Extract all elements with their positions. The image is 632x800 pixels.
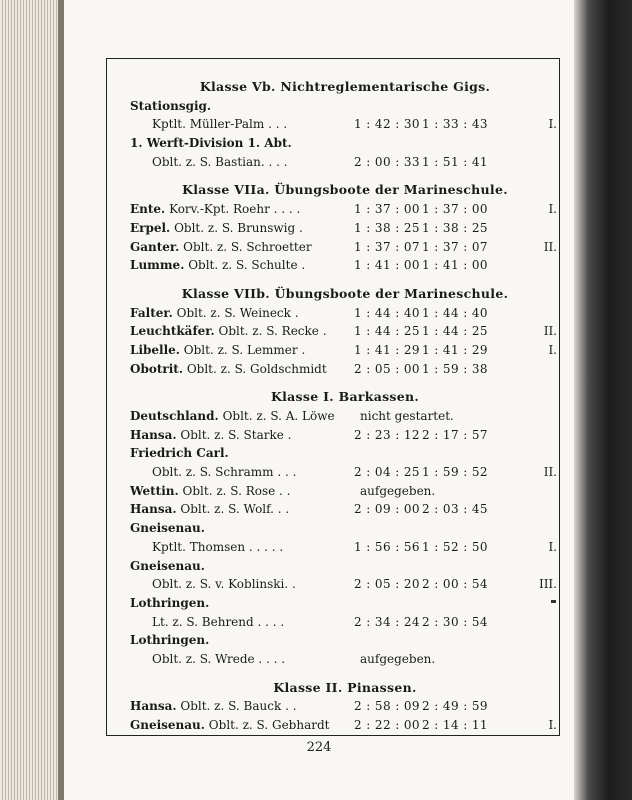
skipper-name: Oblt. z. S. Brunswig . <box>174 220 303 235</box>
boat-header-row <box>130 97 560 116</box>
elapsed-time: 2 : 09 : 00 <box>354 502 420 517</box>
corrected-time: 2 : 30 : 54 <box>422 614 488 629</box>
elapsed-time: 1 : 44 : 40 <box>354 305 420 320</box>
entry-label <box>130 341 305 360</box>
skipper-name: Oblt. z. S. Wrede . . . . <box>152 651 286 666</box>
entry-label <box>130 360 327 379</box>
boat-header-row <box>130 519 560 538</box>
corrected-time: 2 : 14 : 11 <box>422 718 488 732</box>
result-row <box>130 538 560 557</box>
boat-name: Deutschland. <box>130 409 219 423</box>
result-row <box>130 716 560 735</box>
boat-name: Stationsgig. <box>130 98 212 113</box>
book-binding-right <box>574 0 632 800</box>
boat-name: Gneisenau. <box>130 558 205 573</box>
skipper-name: Korv.-Kpt. Roehr . . . . <box>169 202 301 217</box>
skipper-name: Oblt. z. S. Weineck . <box>176 305 299 320</box>
result-row <box>130 304 560 323</box>
entry-label <box>130 557 205 576</box>
corrected-time: 1 : 44 : 40 <box>422 305 488 320</box>
skipper-name: Oblt. z. S. Schroetter <box>183 239 312 254</box>
placing: I. <box>548 718 557 732</box>
corrected-time: 1 : 41 : 29 <box>422 342 488 357</box>
page-number: 224 <box>306 740 332 755</box>
corrected-time: 2 : 03 : 45 <box>422 502 488 517</box>
elapsed-time: 2 : 58 : 09 <box>354 699 420 714</box>
section-spacer <box>130 378 560 388</box>
result-row <box>130 200 560 219</box>
entry-label <box>130 519 205 538</box>
elapsed-time: 1 : 41 : 00 <box>354 258 420 273</box>
section-spacer <box>130 171 560 181</box>
skipper-name: Oblt. z. S. Starke . <box>180 427 292 442</box>
result-row <box>130 341 560 360</box>
boat-header-row <box>130 557 560 576</box>
corrected-time: 1 : 59 : 52 <box>422 465 488 480</box>
class-heading: Klasse II. Pinassen. <box>273 679 417 695</box>
corrected-time: 1 : 38 : 25 <box>422 220 488 235</box>
entry-label <box>152 463 296 482</box>
placing: I. <box>548 202 557 217</box>
elapsed-time: 2 : 23 : 12 <box>354 427 420 442</box>
boat-name: Obotrit. <box>130 361 183 376</box>
corrected-time: 2 : 17 : 57 <box>422 427 488 442</box>
skipper-name: Oblt. z. S. Rose . . <box>182 483 291 498</box>
status-note: aufgegeben. <box>360 483 436 498</box>
elapsed-time: 1 : 37 : 00 <box>354 202 420 217</box>
skipper-name: Kptlt. Thomsen . . . . . <box>152 539 284 554</box>
result-row <box>130 500 560 519</box>
skipper-name: Oblt. z. S. Recke . <box>218 324 327 339</box>
skipper-name: Oblt. z. S. Bauck . . <box>180 699 297 714</box>
entry-label <box>130 426 292 445</box>
entry-label <box>130 304 299 323</box>
boat-name: 1. Werft-Division 1. Abt. <box>130 136 292 151</box>
entry-label <box>152 575 296 594</box>
elapsed-time: 2 : 34 : 24 <box>354 614 420 629</box>
elapsed-time: 2 : 04 : 25 <box>354 465 420 480</box>
placing: I. <box>548 539 557 554</box>
entry-label <box>130 322 327 341</box>
skipper-name: Oblt. z. S. Goldschmidt <box>186 361 327 376</box>
boat-name: Ganter. <box>130 239 180 254</box>
boat-name: Lothringen. <box>130 595 210 610</box>
elapsed-time: 1 : 37 : 07 <box>354 239 420 254</box>
elapsed-time: 1 : 41 : 29 <box>354 342 420 357</box>
result-row <box>130 115 560 134</box>
skipper-name: Oblt. z. S. Bastian. . . . <box>152 154 288 169</box>
placing: I. <box>548 117 557 132</box>
entry-label <box>130 594 209 613</box>
boat-name: Hansa. <box>130 502 177 517</box>
boat-header-row <box>130 594 560 613</box>
entry-label <box>130 500 289 519</box>
entry-label <box>130 444 229 463</box>
entry-label <box>130 716 329 735</box>
corrected-time: 1 : 51 : 41 <box>422 154 488 169</box>
skipper-name: Kptlt. Müller-Palm . . . <box>152 117 288 132</box>
result-row <box>130 238 560 257</box>
entry-label <box>130 407 335 426</box>
boat-name: Ente. <box>130 202 166 217</box>
skipper-name: Oblt. z. S. Schramm . . . <box>152 465 297 480</box>
skipper-name: Oblt. z. S. A. Löwe <box>222 409 335 423</box>
status-note: nicht gestartet. <box>360 409 454 423</box>
corrected-time: 1 : 41 : 00 <box>422 258 488 273</box>
skipper-name: Oblt. z. S. Wolf. . . <box>180 502 290 517</box>
class-heading: Klasse Vb. Nichtreglementarische Gigs. <box>199 79 491 94</box>
entry-label <box>130 238 312 257</box>
book-page <box>64 0 574 800</box>
boat-name: Gneisenau. <box>130 718 205 732</box>
placing: II. <box>543 239 557 254</box>
entry-label <box>130 256 305 275</box>
result-row <box>130 650 560 669</box>
entry-label <box>130 200 300 219</box>
boat-name: Falter. <box>130 305 173 320</box>
entry-label <box>130 631 209 650</box>
class-heading: Klasse I. Barkassen. <box>270 389 420 405</box>
result-row <box>130 322 560 341</box>
entry-label <box>130 219 303 238</box>
elapsed-time: 1 : 44 : 25 <box>354 324 420 339</box>
elapsed-time: 1 : 42 : 30 <box>354 117 420 132</box>
result-row <box>130 426 560 445</box>
entry-label <box>152 538 283 557</box>
boat-name: Gneisenau. <box>130 521 205 536</box>
entry-label <box>152 650 285 669</box>
corrected-time: 1 : 37 : 00 <box>422 202 488 217</box>
entry-label <box>152 613 284 632</box>
elapsed-time: 1 : 56 : 56 <box>354 539 420 554</box>
skipper-name: Oblt. z. S. Gebhardt <box>208 718 330 732</box>
boat-name: Libelle. <box>130 342 180 357</box>
placing: II. <box>543 324 557 339</box>
result-row <box>130 360 560 379</box>
section-spacer <box>130 275 560 285</box>
result-row <box>130 575 560 594</box>
placing: I. <box>548 342 557 357</box>
elapsed-time: 2 : 05 : 00 <box>354 361 420 376</box>
result-row <box>130 153 560 172</box>
placing: III. <box>538 577 557 592</box>
result-row <box>130 219 560 238</box>
boat-header-row <box>130 444 560 463</box>
skipper-name: Oblt. z. S. Lemmer . <box>183 342 306 357</box>
book-page-edges-left <box>0 0 62 800</box>
corrected-time: 1 : 52 : 50 <box>422 539 488 554</box>
boat-name: Friedrich Carl. <box>130 446 229 461</box>
results-content <box>130 78 560 735</box>
entry-label <box>130 134 292 153</box>
corrected-time: 2 : 00 : 54 <box>422 577 488 592</box>
boat-name: Lothringen. <box>130 633 210 648</box>
skipper-name: Lt. z. S. Behrend . . . . <box>152 614 285 629</box>
entry-label <box>130 482 290 501</box>
result-row <box>130 613 560 632</box>
boat-name: Lumme. <box>130 258 185 273</box>
boat-header-row <box>130 134 560 153</box>
placing: II. <box>543 465 557 480</box>
result-row <box>130 463 560 482</box>
corrected-time: 1 : 44 : 25 <box>422 324 488 339</box>
corrected-time: 1 : 33 : 43 <box>422 117 488 132</box>
boat-name: Erpel. <box>130 220 171 235</box>
corrected-time: 1 : 59 : 38 <box>422 361 488 376</box>
entry-label <box>152 153 288 172</box>
corrected-time: 1 : 37 : 07 <box>422 239 488 254</box>
entry-label <box>152 115 287 134</box>
boat-name: Wettin. <box>130 483 179 498</box>
elapsed-time: 1 : 38 : 25 <box>354 220 420 235</box>
elapsed-time: 2 : 22 : 00 <box>354 718 420 732</box>
boat-name: Leuchtkäfer. <box>130 324 215 339</box>
skipper-name: Oblt. z. S. Schulte . <box>188 258 306 273</box>
boat-header-row <box>130 631 560 650</box>
result-row <box>130 407 560 426</box>
class-heading: Klasse VIIa. Übungsboote der Marineschule. <box>182 182 508 198</box>
boat-name: Hansa. <box>130 427 177 442</box>
status-note: aufgegeben. <box>360 651 436 666</box>
boat-name: Hansa. <box>130 699 177 714</box>
class-heading: Klasse VIIb. Übungsboote der Marineschule. <box>181 285 509 301</box>
entry-label <box>130 697 297 716</box>
elapsed-time: 2 : 00 : 33 <box>354 154 420 169</box>
result-row <box>130 256 560 275</box>
elapsed-time: 2 : 05 : 20 <box>354 577 420 592</box>
section-spacer <box>130 669 560 679</box>
skipper-name: Oblt. z. S. v. Koblinski. . <box>152 577 296 592</box>
corrected-time: 2 : 49 : 59 <box>422 699 488 714</box>
result-row <box>130 482 560 501</box>
result-row <box>130 697 560 716</box>
entry-label <box>130 97 211 116</box>
